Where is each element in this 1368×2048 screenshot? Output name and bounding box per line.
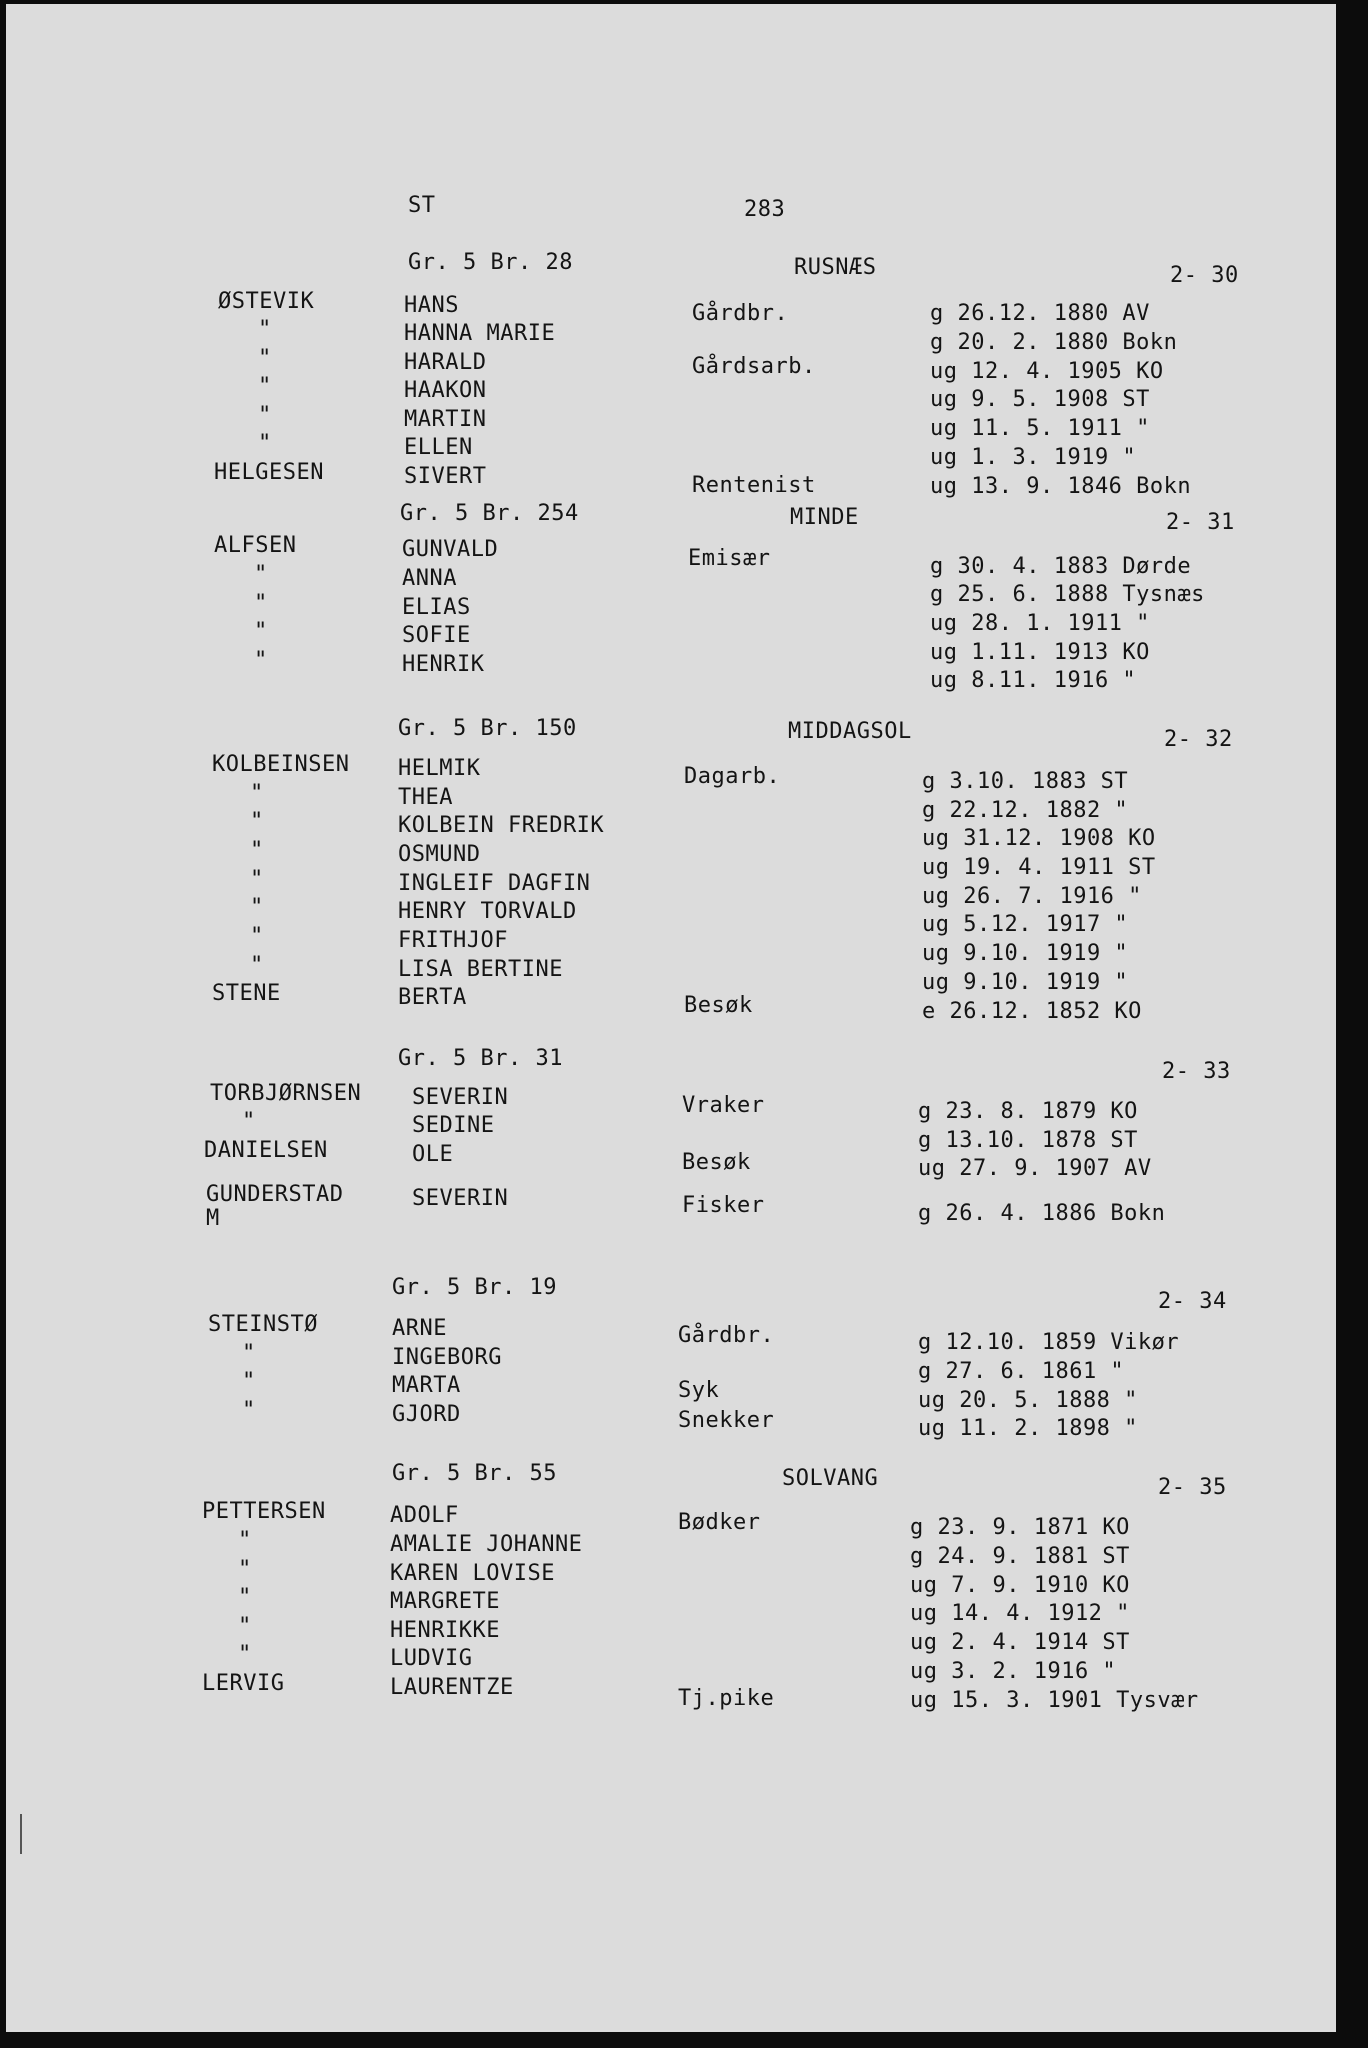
given-name: BERTA — [398, 985, 467, 1010]
scan-edge-mark — [20, 1814, 22, 1854]
surname: " — [238, 1557, 252, 1582]
given-name: MARTIN — [404, 407, 487, 432]
birth-date: ug 5.12. 1917 " — [922, 912, 1129, 937]
page-number: 283 — [744, 197, 786, 222]
surname: ØSTEVIK — [218, 289, 315, 314]
surname: " — [258, 317, 272, 342]
birth-date: ug 9. 5. 1908 ST — [930, 387, 1150, 412]
birth-date: ug 14. 4. 1912 " — [910, 1601, 1130, 1626]
surname: ALFSEN — [214, 533, 297, 558]
group-number: Gr. 5 Br. 254 — [400, 501, 579, 526]
occupation: Tj.pike — [678, 1686, 775, 1711]
given-name: SEVERIN — [412, 1186, 509, 1211]
register-code: 2- 31 — [1166, 510, 1235, 535]
given-name: HELMIK — [398, 756, 481, 781]
register-code: 2- 35 — [1158, 1475, 1227, 1500]
given-name: ANNA — [402, 566, 457, 591]
given-name: THEA — [398, 785, 453, 810]
surname: " — [258, 431, 272, 456]
birth-date: ug 7. 9. 1910 KO — [910, 1573, 1130, 1598]
birth-date: g 30. 4. 1883 Dørde — [930, 554, 1192, 579]
occupation: Dagarb. — [684, 764, 781, 789]
occupation: Bødker — [678, 1510, 761, 1535]
birth-date: ug 9.10. 1919 " — [922, 970, 1129, 995]
given-name: ELIAS — [402, 595, 471, 620]
surname: " — [250, 924, 264, 949]
place-name: MINDE — [790, 505, 859, 530]
place-name: SOLVANG — [782, 1466, 879, 1491]
surname: " — [242, 1398, 256, 1423]
surname: " — [254, 591, 268, 616]
group-number: Gr. 5 Br. 31 — [398, 1046, 563, 1071]
given-name: LUDVIG — [390, 1646, 473, 1671]
birth-date: ug 2. 4. 1914 ST — [910, 1630, 1130, 1655]
surname: " — [250, 781, 264, 806]
place-name: RUSNÆS — [794, 255, 877, 280]
surname: DANIELSEN — [204, 1138, 328, 1163]
register-code: 2- 30 — [1170, 263, 1239, 288]
given-name: SEDINE — [412, 1113, 495, 1138]
scanned-page — [6, 4, 1336, 2032]
birth-date: e 26.12. 1852 KO — [922, 999, 1142, 1024]
given-name: MARTA — [392, 1373, 461, 1398]
given-name: SIVERT — [404, 464, 487, 489]
birth-date: g 27. 6. 1861 " — [918, 1359, 1125, 1384]
given-name: HANS — [404, 293, 459, 318]
surname: " — [238, 1642, 252, 1667]
header-left: ST — [408, 193, 436, 218]
surname: " — [242, 1341, 256, 1366]
occupation: Rentenist — [692, 473, 816, 498]
surname: " — [238, 1585, 252, 1610]
birth-date: g 26.12. 1880 AV — [930, 301, 1150, 326]
occupation: Fisker — [682, 1193, 765, 1218]
surname: " — [258, 403, 272, 428]
register-code: 2- 33 — [1162, 1059, 1231, 1084]
group-number: Gr. 5 Br. 150 — [398, 716, 577, 741]
surname: STEINSTØ — [208, 1312, 318, 1337]
occupation: Vraker — [682, 1093, 765, 1118]
register-code: 2- 34 — [1158, 1289, 1227, 1314]
surname: " — [254, 619, 268, 644]
surname: " — [250, 838, 264, 863]
group-number: Gr. 5 Br. 19 — [392, 1275, 557, 1300]
birth-date: ug 11. 5. 1911 " — [930, 416, 1150, 441]
surname: " — [238, 1528, 252, 1553]
birth-date: ug 13. 9. 1846 Bokn — [930, 474, 1192, 499]
occupation: Syk — [678, 1378, 720, 1403]
surname: " — [250, 867, 264, 892]
group-number: Gr. 5 Br. 55 — [392, 1461, 557, 1486]
given-name: HAAKON — [404, 378, 487, 403]
surname: TORBJØRNSEN — [210, 1081, 362, 1106]
given-name: INGEBORG — [392, 1345, 502, 1370]
surname: " — [258, 346, 272, 371]
surname: " — [250, 895, 264, 920]
register-code: 2- 32 — [1164, 727, 1233, 752]
given-name: FRITHJOF — [398, 928, 508, 953]
occupation: Snekker — [678, 1408, 775, 1433]
surname: " — [250, 809, 264, 834]
surname: GUNDERSTAD M — [206, 1182, 344, 1231]
given-name: LAURENTZE — [390, 1675, 514, 1700]
given-name: HENRY TORVALD — [398, 899, 577, 924]
birth-date: ug 11. 2. 1898 " — [918, 1416, 1138, 1441]
birth-date: g 20. 2. 1880 Bokn — [930, 330, 1178, 355]
surname: KOLBEINSEN — [212, 752, 350, 777]
given-name: KOLBEIN FREDRIK — [398, 813, 605, 838]
given-name: KAREN LOVISE — [390, 1561, 555, 1586]
given-name: ELLEN — [404, 435, 473, 460]
surname: " — [250, 953, 264, 978]
given-name: ADOLF — [390, 1503, 459, 1528]
given-name: ARNE — [392, 1316, 447, 1341]
surname: STENE — [212, 981, 281, 1006]
occupation: Besøk — [682, 1150, 751, 1175]
birth-date: ug 31.12. 1908 KO — [922, 826, 1156, 851]
given-name: HENRIKKE — [390, 1618, 500, 1643]
given-name: AMALIE JOHANNE — [390, 1532, 583, 1557]
given-name: HENRIK — [402, 652, 485, 677]
surname: " — [254, 562, 268, 587]
birth-date: ug 9.10. 1919 " — [922, 941, 1129, 966]
given-name: HARALD — [404, 350, 487, 375]
birth-date: g 23. 9. 1871 KO — [910, 1515, 1130, 1540]
occupation: Besøk — [684, 993, 753, 1018]
birth-date: g 12.10. 1859 Vikør — [918, 1330, 1180, 1355]
given-name: MARGRETE — [390, 1589, 500, 1614]
occupation: Emisær — [688, 546, 771, 571]
birth-date: g 24. 9. 1881 ST — [910, 1544, 1130, 1569]
surname: LERVIG — [202, 1671, 285, 1696]
birth-date: g 13.10. 1878 ST — [918, 1128, 1138, 1153]
census-register-page — [6, 4, 1336, 2032]
birth-date: ug 26. 7. 1916 " — [922, 884, 1142, 909]
surname: " — [242, 1109, 256, 1134]
birth-date: g 23. 8. 1879 KO — [918, 1099, 1138, 1124]
group-number: Gr. 5 Br. 28 — [408, 250, 573, 275]
birth-date: ug 1.11. 1913 KO — [930, 640, 1150, 665]
given-name: GJORD — [392, 1402, 461, 1427]
surname: HELGESEN — [214, 460, 324, 485]
given-name: GUNVALD — [402, 537, 499, 562]
surname: PETTERSEN — [202, 1499, 326, 1524]
birth-date: ug 3. 2. 1916 " — [910, 1659, 1117, 1684]
given-name: SOFIE — [402, 623, 471, 648]
birth-date: g 26. 4. 1886 Bokn — [918, 1201, 1166, 1226]
given-name: OLE — [412, 1142, 454, 1167]
surname: " — [238, 1614, 252, 1639]
birth-date: ug 27. 9. 1907 AV — [918, 1156, 1152, 1181]
birth-date: ug 8.11. 1916 " — [930, 668, 1137, 693]
birth-date: ug 1. 3. 1919 " — [930, 445, 1137, 470]
birth-date: g 22.12. 1882 " — [922, 798, 1129, 823]
given-name: HANNA MARIE — [404, 321, 556, 346]
birth-date: ug 20. 5. 1888 " — [918, 1388, 1138, 1413]
given-name: OSMUND — [398, 842, 481, 867]
surname: " — [258, 374, 272, 399]
birth-date: ug 19. 4. 1911 ST — [922, 855, 1156, 880]
occupation: Gårdbr. — [678, 1323, 775, 1348]
place-name: MIDDAGSOL — [788, 719, 912, 744]
birth-date: ug 15. 3. 1901 Tysvær — [910, 1688, 1199, 1713]
birth-date: g 25. 6. 1888 Tysnæs — [930, 582, 1205, 607]
given-name: LISA BERTINE — [398, 957, 563, 982]
occupation: Gårdbr. — [692, 301, 789, 326]
birth-date: ug 28. 1. 1911 " — [930, 611, 1150, 636]
birth-date: ug 12. 4. 1905 KO — [930, 359, 1164, 384]
birth-date: g 3.10. 1883 ST — [922, 769, 1129, 794]
surname: " — [254, 648, 268, 673]
occupation: Gårdsarb. — [692, 354, 816, 379]
given-name: INGLEIF DAGFIN — [398, 871, 591, 896]
surname: " — [242, 1369, 256, 1394]
given-name: SEVERIN — [412, 1085, 509, 1110]
